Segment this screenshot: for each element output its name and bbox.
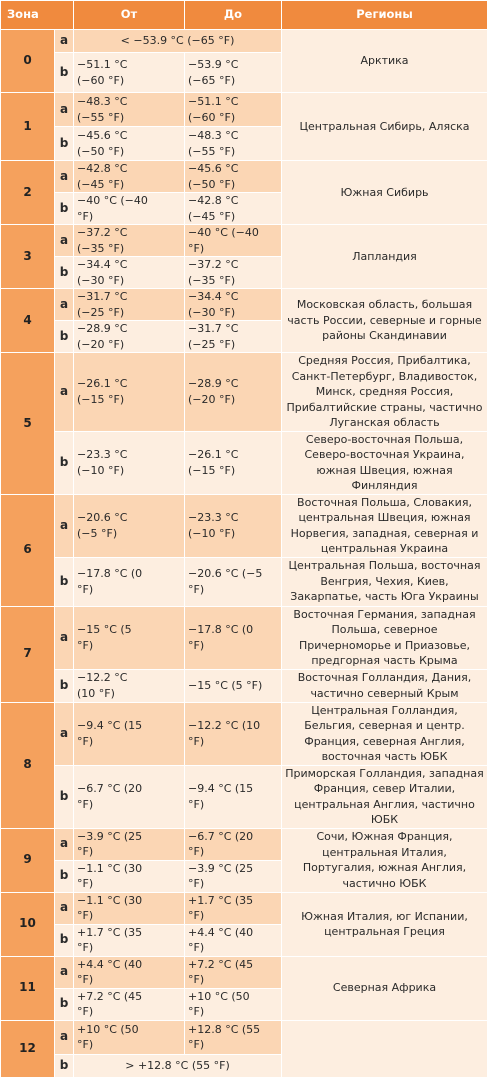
subzone-label: a [55,892,74,924]
temp-to: −45.6 °C (−50 °F) [185,161,282,193]
table-row [1,93,487,127]
table-row [1,606,487,669]
subzone-label: b [55,988,74,1020]
subzone-label: a [55,494,74,557]
zone-number: 1 [1,93,55,161]
temp-from: −17.8 °C (0 °F) [74,557,185,606]
temp-to: +4.4 °C (40 °F) [185,924,282,956]
subzone-label: a [55,161,74,193]
temp-to: +12.8 °C (55 °F) [185,1020,282,1054]
temp-to: −48.3 °C (−55 °F) [185,127,282,161]
zone-number: 12 [1,1020,55,1077]
zone-number: 7 [1,606,55,702]
subzone-label: a [55,606,74,669]
temp-to: +10 °C (50 °F) [185,988,282,1020]
temp-to: −40 °C (−40 °F) [185,225,282,257]
temp-to: −37.2 °C (−35 °F) [185,257,282,289]
subzone-label: b [55,257,74,289]
temp-from: −6.7 °C (20 °F) [74,765,185,828]
temp-from: −26.1 °C (−15 °F) [74,353,185,432]
table-header-row [1,1,487,30]
table-row [1,431,487,494]
temp-from: −12.2 °C (10 °F) [74,669,185,702]
zone-number: 8 [1,702,55,828]
region-cell: Центральная Голландия, Бельгия, северная и центр. Франция, северная Англия, восточная часть ЮБК [282,702,487,765]
subzone-label: b [55,53,74,93]
temp-from: +4.4 °C (40 °F) [74,956,185,988]
zone-number: 0 [1,30,55,93]
temp-to: +1.7 °C (35 °F) [185,892,282,924]
table-row [1,30,487,53]
temp-to: −26.1 °C (−15 °F) [185,431,282,494]
subzone-label: b [55,860,74,892]
temp-from: −40 °C (−40 °F) [74,193,185,225]
temp-from: −42.8 °C (−45 °F) [74,161,185,193]
temp-to: −3.9 °C (25 °F) [185,860,282,892]
zone-number: 10 [1,892,55,956]
subzone-label: a [55,353,74,432]
temp-from: +1.7 °C (35 °F) [74,924,185,956]
temperature-range: > +12.8 °C (55 °F) [74,1054,282,1077]
temp-to: −51.1 °C (−60 °F) [185,93,282,127]
subzone-label: b [55,321,74,353]
zone-number: 9 [1,828,55,892]
table-row [1,669,487,702]
temp-to: −12.2 °C (10 °F) [185,702,282,765]
region-cell: Приморская Голландия, западная Франция, север Италии, центральная Англия, частично ЮБК [282,765,487,828]
table-row [1,828,487,860]
temp-to: −53.9 °C (−65 °F) [185,53,282,93]
zone-number: 3 [1,225,55,289]
region-cell: Центральная Польша, восточная Венгрия, Чехия, Киев, Закарпатье, часть Юга Украины [282,557,487,606]
subzone-label: a [55,225,74,257]
table-row [1,702,487,765]
table-row [1,956,487,988]
table-row [1,494,487,557]
region-cell: Московская область, большая часть России, северные и горные районы Скандинавии [282,289,487,353]
subzone-label: a [55,1020,74,1054]
zone-number: 11 [1,956,55,1020]
temp-from: −45.6 °C (−50 °F) [74,127,185,161]
temp-to: −9.4 °C (15 °F) [185,765,282,828]
subzone-label: a [55,30,74,53]
table-row [1,353,487,432]
region-cell: Сочи, Южная Франция, центральная Италия, Португалия, южная Англия, частично ЮБК [282,828,487,892]
temp-to: −42.8 °C (−45 °F) [185,193,282,225]
region-cell: Северная Африка [282,956,487,1020]
region-cell: Средняя Россия, Прибалтика, Санкт-Петербург, Владивосток, Минск, средняя Россия, Прибалтийские страны, частично Луганская область [282,353,487,432]
temp-from: −48.3 °C (−55 °F) [74,93,185,127]
temp-from: −1.1 °C (30 °F) [74,860,185,892]
temp-to: −17.8 °C (0 °F) [185,606,282,669]
zone-number: 5 [1,353,55,495]
temp-from: −51.1 °C (−60 °F) [74,53,185,93]
subzone-label: b [55,431,74,494]
temp-to: −20.6 °C (−5 °F) [185,557,282,606]
temp-to: −15 °C (5 °F) [185,669,282,702]
header-to: До [185,1,282,30]
subzone-label: a [55,956,74,988]
region-cell: Северо-восточная Польша, Северо-восточная Украина, южная Швеция, южная Финляндия [282,431,487,494]
header-zone: Зона [1,1,74,30]
subzone-label: a [55,702,74,765]
zone-number: 6 [1,494,55,606]
temp-from: −23.3 °C (−10 °F) [74,431,185,494]
subzone-label: b [55,557,74,606]
temp-from: −20.6 °C (−5 °F) [74,494,185,557]
region-cell: Арктика [282,30,487,93]
subzone-label: a [55,289,74,321]
table-row [1,289,487,321]
temp-from: +10 °C (50 °F) [74,1020,185,1054]
zone-number: 4 [1,289,55,353]
temp-from: −15 °C (5 °F) [74,606,185,669]
temp-from: +7.2 °C (45 °F) [74,988,185,1020]
temp-from: −1.1 °C (30 °F) [74,892,185,924]
temp-from: −9.4 °C (15 °F) [74,702,185,765]
region-cell: Восточная Германия, западная Польша, северное Причерноморье и Приазовье, предгорная часть Крыма [282,606,487,669]
temp-from: −31.7 °C (−25 °F) [74,289,185,321]
table-row [1,161,487,193]
table-row [1,557,487,606]
table-row [1,765,487,828]
temp-from: −3.9 °C (25 °F) [74,828,185,860]
zone-number: 2 [1,161,55,225]
temp-to: −23.3 °C (−10 °F) [185,494,282,557]
subzone-label: b [55,193,74,225]
temp-from: −28.9 °C (−20 °F) [74,321,185,353]
subzone-label: a [55,828,74,860]
temp-to: −28.9 °C (−20 °F) [185,353,282,432]
temp-to: −34.4 °C (−30 °F) [185,289,282,321]
region-cell: Центральная Сибирь, Аляска [282,93,487,161]
temperature-range: < −53.9 °C (−65 °F) [74,30,282,53]
region-cell: Южная Сибирь [282,161,487,225]
table-body [1,30,487,1078]
subzone-label: b [55,924,74,956]
temp-from: −34.4 °C (−30 °F) [74,257,185,289]
table-row [1,225,487,257]
region-cell: Восточная Польша, Словакия, центральная Швеция, южная Норвегия, западная, северная и центральная Украина [282,494,487,557]
temp-to: +7.2 °C (45 °F) [185,956,282,988]
region-cell: Лапландия [282,225,487,289]
region-cell: Восточная Голландия, Дания, частично северный Крым [282,669,487,702]
subzone-label: b [55,127,74,161]
temp-from: −37.2 °C (−35 °F) [74,225,185,257]
region-cell [282,1020,487,1077]
subzone-label: b [55,669,74,702]
subzone-label: a [55,93,74,127]
temp-to: −6.7 °C (20 °F) [185,828,282,860]
subzone-label: b [55,1054,74,1077]
region-cell: Южная Италия, юг Испании, центральная Греция [282,892,487,956]
table-row [1,892,487,924]
table-row [1,1020,487,1054]
subzone-label: b [55,765,74,828]
header-regions: Регионы [282,1,487,30]
header-from: От [74,1,185,30]
temp-to: −31.7 °C (−25 °F) [185,321,282,353]
